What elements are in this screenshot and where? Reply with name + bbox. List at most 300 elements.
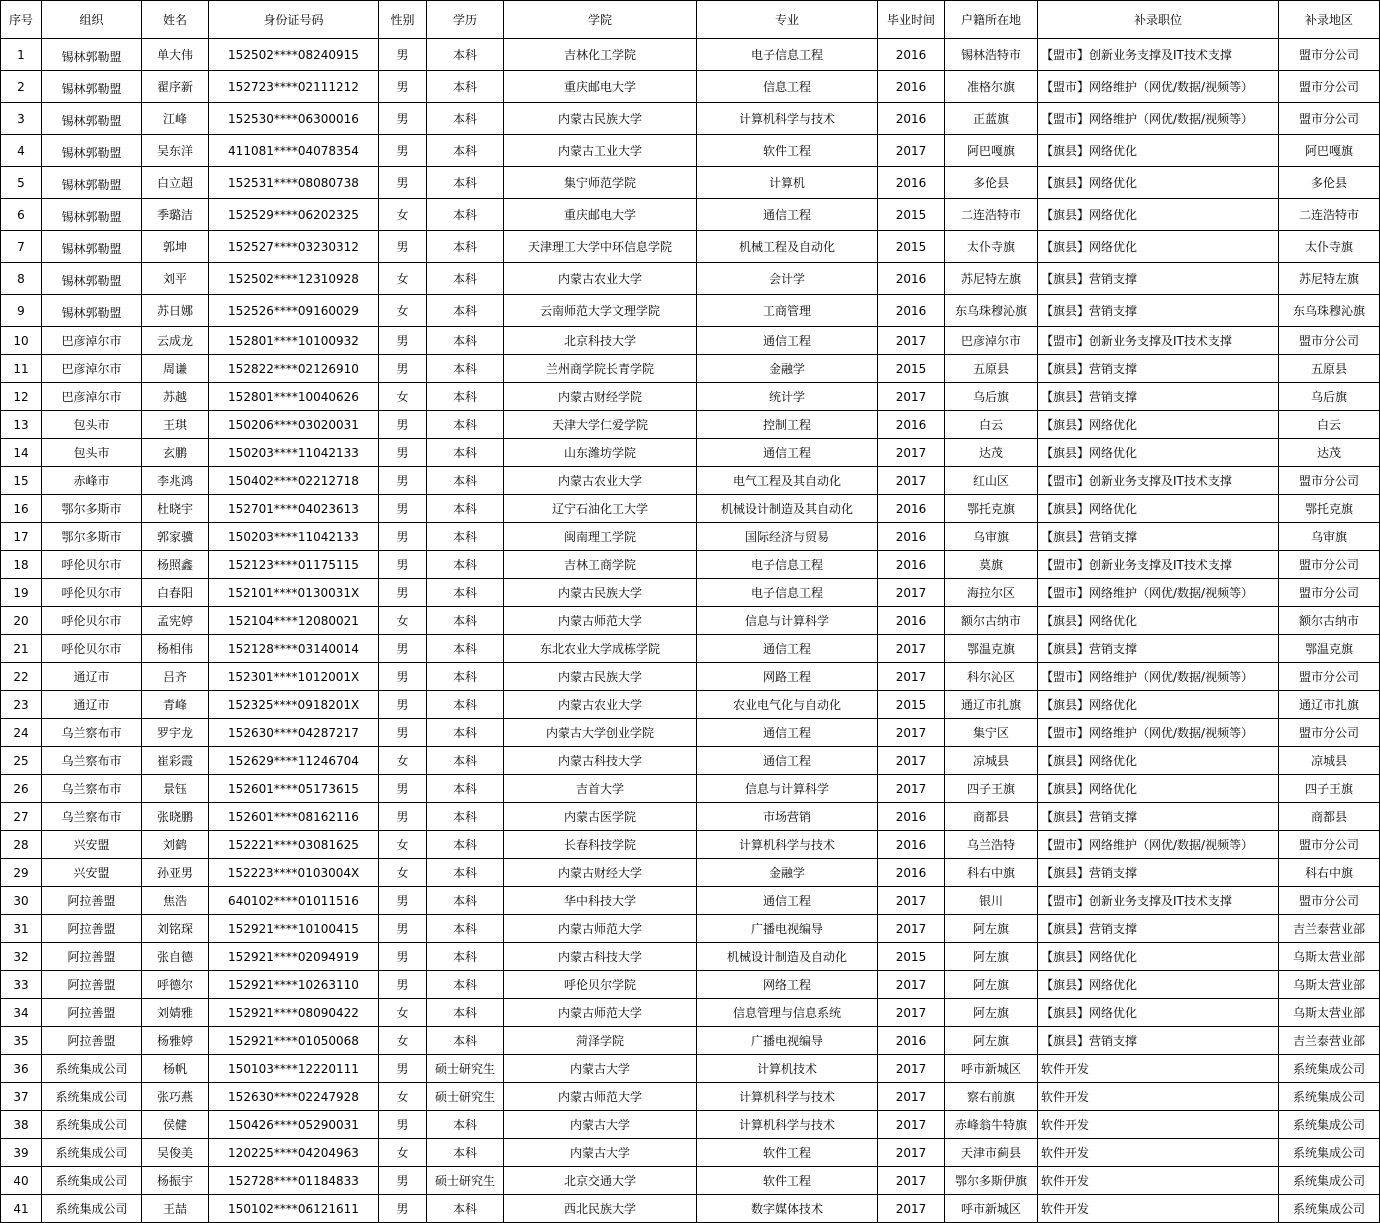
cell-gender: 男 <box>379 551 427 579</box>
cell-position: 【旗县】营销支撑 <box>1038 383 1279 411</box>
cell-org: 赤峰市 <box>42 467 142 495</box>
cell-id-number: 152502****08240915 <box>209 39 379 71</box>
cell-hometown: 红山区 <box>945 467 1038 495</box>
cell-name: 焦浩 <box>142 887 209 915</box>
table-row <box>1 971 1380 999</box>
cell-region: 盟市分公司 <box>1279 719 1380 747</box>
cell-education: 本科 <box>427 355 504 383</box>
cell-position: 【旗县】网络优化 <box>1038 167 1279 199</box>
cell-college: 北京交通大学 <box>504 1167 697 1195</box>
cell-graduation-year: 2017 <box>878 747 945 775</box>
cell-region: 系统集成公司 <box>1279 1083 1380 1111</box>
cell-hometown: 准格尔旗 <box>945 71 1038 103</box>
cell-hometown: 阿左旗 <box>945 943 1038 971</box>
cell-position: 【旗县】营销支撑 <box>1038 915 1279 943</box>
cell-hometown: 额尔古纳市 <box>945 607 1038 635</box>
cell-index: 38 <box>1 1111 42 1139</box>
cell-index: 6 <box>1 199 42 231</box>
cell-org: 阿拉善盟 <box>42 1027 142 1055</box>
cell-college: 西北民族大学 <box>504 1195 697 1223</box>
cell-id-number: 152601****05173615 <box>209 775 379 803</box>
cell-college: 长春科技学院 <box>504 831 697 859</box>
cell-index: 24 <box>1 719 42 747</box>
cell-position: 【盟市】网络维护（网优/数据/视频等） <box>1038 579 1279 607</box>
col-header-region: 补录地区 <box>1279 1 1380 39</box>
cell-name: 杨帆 <box>142 1055 209 1083</box>
cell-gender: 男 <box>379 635 427 663</box>
cell-id-number: 150206****03020031 <box>209 411 379 439</box>
cell-id-number: 152921****10100415 <box>209 915 379 943</box>
cell-region: 盟市分公司 <box>1279 39 1380 71</box>
cell-major: 通信工程 <box>697 747 878 775</box>
table-row <box>1 1111 1380 1139</box>
cell-hometown: 凉城县 <box>945 747 1038 775</box>
table-row <box>1 915 1380 943</box>
cell-id-number: 152502****12310928 <box>209 263 379 295</box>
cell-org: 锡林郭勒盟 <box>42 295 142 327</box>
cell-graduation-year: 2016 <box>878 295 945 327</box>
cell-major: 信息与计算科学 <box>697 607 878 635</box>
cell-id-number: 150103****12220111 <box>209 1055 379 1083</box>
cell-name: 翟序新 <box>142 71 209 103</box>
col-header-position: 补录职位 <box>1038 1 1279 39</box>
cell-position: 【盟市】网络维护（网优/数据/视频等） <box>1038 719 1279 747</box>
table-row <box>1 135 1380 167</box>
cell-education: 本科 <box>427 411 504 439</box>
cell-hometown: 莫旗 <box>945 551 1038 579</box>
cell-major: 电子信息工程 <box>697 551 878 579</box>
cell-region: 系统集成公司 <box>1279 1167 1380 1195</box>
cell-hometown: 阿左旗 <box>945 999 1038 1027</box>
cell-gender: 男 <box>379 495 427 523</box>
cell-position: 【旗县】网络优化 <box>1038 411 1279 439</box>
cell-index: 21 <box>1 635 42 663</box>
cell-college: 内蒙古民族大学 <box>504 579 697 607</box>
cell-graduation-year: 2017 <box>878 1139 945 1167</box>
cell-graduation-year: 2015 <box>878 199 945 231</box>
cell-graduation-year: 2017 <box>878 775 945 803</box>
cell-graduation-year: 2017 <box>878 719 945 747</box>
cell-college: 内蒙古师范大学 <box>504 915 697 943</box>
cell-major: 信息工程 <box>697 71 878 103</box>
cell-major: 网络工程 <box>697 971 878 999</box>
cell-index: 31 <box>1 915 42 943</box>
cell-region: 盟市分公司 <box>1279 663 1380 691</box>
cell-id-number: 150402****02212718 <box>209 467 379 495</box>
cell-hometown: 乌兰浩特 <box>945 831 1038 859</box>
cell-college: 东北农业大学成栋学院 <box>504 635 697 663</box>
cell-id-number: 640102****01011516 <box>209 887 379 915</box>
cell-graduation-year: 2017 <box>878 915 945 943</box>
cell-position: 【旗县】网络优化 <box>1038 999 1279 1027</box>
cell-hometown: 白云 <box>945 411 1038 439</box>
table-row <box>1 887 1380 915</box>
table-row <box>1 579 1380 607</box>
col-header-name: 姓名 <box>142 1 209 39</box>
cell-index: 7 <box>1 231 42 263</box>
cell-name: 郭家骥 <box>142 523 209 551</box>
cell-gender: 男 <box>379 775 427 803</box>
cell-index: 37 <box>1 1083 42 1111</box>
cell-org: 锡林郭勒盟 <box>42 39 142 71</box>
cell-org: 锡林郭勒盟 <box>42 199 142 231</box>
cell-position: 【旗县】营销支撑 <box>1038 295 1279 327</box>
cell-id-number: 152123****01175115 <box>209 551 379 579</box>
table-row <box>1 943 1380 971</box>
cell-graduation-year: 2017 <box>878 327 945 355</box>
cell-name: 郭坤 <box>142 231 209 263</box>
cell-graduation-year: 2017 <box>878 1055 945 1083</box>
cell-education: 本科 <box>427 327 504 355</box>
cell-index: 41 <box>1 1195 42 1223</box>
cell-college: 内蒙古医学院 <box>504 803 697 831</box>
cell-region: 太仆寺旗 <box>1279 231 1380 263</box>
cell-hometown: 正蓝旗 <box>945 103 1038 135</box>
cell-index: 32 <box>1 943 42 971</box>
cell-name: 刘平 <box>142 263 209 295</box>
cell-name: 侯健 <box>142 1111 209 1139</box>
cell-college: 内蒙古科技大学 <box>504 747 697 775</box>
cell-education: 本科 <box>427 607 504 635</box>
cell-org: 乌兰察布市 <box>42 719 142 747</box>
cell-gender: 男 <box>379 1167 427 1195</box>
cell-graduation-year: 2015 <box>878 943 945 971</box>
table-row <box>1 663 1380 691</box>
cell-gender: 男 <box>379 39 427 71</box>
table-row <box>1 523 1380 551</box>
cell-hometown: 阿左旗 <box>945 915 1038 943</box>
cell-position: 【旗县】营销支撑 <box>1038 1027 1279 1055</box>
header-row <box>1 1 1380 39</box>
cell-graduation-year: 2016 <box>878 859 945 887</box>
cell-region: 系统集成公司 <box>1279 1195 1380 1223</box>
cell-college: 呼伦贝尔学院 <box>504 971 697 999</box>
cell-graduation-year: 2016 <box>878 39 945 71</box>
table-row <box>1 167 1380 199</box>
cell-org: 乌兰察布市 <box>42 775 142 803</box>
table-row <box>1 327 1380 355</box>
table-row <box>1 495 1380 523</box>
cell-region: 五原县 <box>1279 355 1380 383</box>
cell-hometown: 阿左旗 <box>945 1027 1038 1055</box>
cell-major: 通信工程 <box>697 719 878 747</box>
cell-position: 【盟市】网络维护（网优/数据/视频等） <box>1038 831 1279 859</box>
cell-major: 市场营销 <box>697 803 878 831</box>
cell-region: 盟市分公司 <box>1279 467 1380 495</box>
cell-education: 本科 <box>427 635 504 663</box>
cell-major: 计算机科学与技术 <box>697 1083 878 1111</box>
cell-education: 本科 <box>427 1139 504 1167</box>
cell-region: 盟市分公司 <box>1279 887 1380 915</box>
col-header-org: 组织 <box>42 1 142 39</box>
table-row <box>1 859 1380 887</box>
cell-name: 王喆 <box>142 1195 209 1223</box>
cell-org: 鄂尔多斯市 <box>42 523 142 551</box>
table-row <box>1 295 1380 327</box>
cell-education: 本科 <box>427 1027 504 1055</box>
cell-id-number: 152921****10263110 <box>209 971 379 999</box>
cell-graduation-year: 2016 <box>878 607 945 635</box>
cell-index: 15 <box>1 467 42 495</box>
cell-education: 本科 <box>427 263 504 295</box>
cell-graduation-year: 2017 <box>878 999 945 1027</box>
cell-college: 集宁师范学院 <box>504 167 697 199</box>
cell-region: 吉兰泰营业部 <box>1279 915 1380 943</box>
cell-index: 40 <box>1 1167 42 1195</box>
cell-id-number: 152921****08090422 <box>209 999 379 1027</box>
cell-education: 本科 <box>427 135 504 167</box>
cell-graduation-year: 2016 <box>878 1027 945 1055</box>
cell-id-number: 152527****03230312 <box>209 231 379 263</box>
cell-index: 3 <box>1 103 42 135</box>
cell-org: 兴安盟 <box>42 831 142 859</box>
cell-graduation-year: 2016 <box>878 167 945 199</box>
cell-region: 盟市分公司 <box>1279 327 1380 355</box>
cell-id-number: 152630****04287217 <box>209 719 379 747</box>
cell-id-number: 152723****02111212 <box>209 71 379 103</box>
cell-org: 包头市 <box>42 411 142 439</box>
cell-hometown: 阿左旗 <box>945 971 1038 999</box>
cell-gender: 男 <box>379 1111 427 1139</box>
cell-region: 乌斯太营业部 <box>1279 971 1380 999</box>
cell-graduation-year: 2016 <box>878 523 945 551</box>
cell-name: 杨雅婷 <box>142 1027 209 1055</box>
cell-graduation-year: 2016 <box>878 803 945 831</box>
cell-name: 张晓鹏 <box>142 803 209 831</box>
table-row <box>1 1139 1380 1167</box>
cell-hometown: 五原县 <box>945 355 1038 383</box>
cell-position: 【盟市】网络维护（网优/数据/视频等） <box>1038 103 1279 135</box>
cell-college: 内蒙古财经大学 <box>504 859 697 887</box>
cell-region: 东乌珠穆沁旗 <box>1279 295 1380 327</box>
cell-education: 本科 <box>427 691 504 719</box>
cell-region: 盟市分公司 <box>1279 551 1380 579</box>
cell-position: 软件开发 <box>1038 1195 1279 1223</box>
cell-name: 刘鹤 <box>142 831 209 859</box>
cell-index: 39 <box>1 1139 42 1167</box>
cell-major: 控制工程 <box>697 411 878 439</box>
cell-hometown: 商都县 <box>945 803 1038 831</box>
cell-college: 内蒙古民族大学 <box>504 663 697 691</box>
cell-education: 本科 <box>427 971 504 999</box>
cell-id-number: 152325****0918201X <box>209 691 379 719</box>
cell-gender: 女 <box>379 999 427 1027</box>
table-row <box>1 551 1380 579</box>
cell-id-number: 150203****11042133 <box>209 439 379 467</box>
cell-college: 内蒙古大学 <box>504 1111 697 1139</box>
cell-org: 阿拉善盟 <box>42 943 142 971</box>
cell-education: 本科 <box>427 199 504 231</box>
cell-major: 电子信息工程 <box>697 579 878 607</box>
cell-major: 通信工程 <box>697 887 878 915</box>
cell-index: 26 <box>1 775 42 803</box>
cell-index: 34 <box>1 999 42 1027</box>
cell-gender: 男 <box>379 1055 427 1083</box>
cell-id-number: 152530****06300016 <box>209 103 379 135</box>
cell-id-number: 152921****02094919 <box>209 943 379 971</box>
cell-id-number: 152104****12080021 <box>209 607 379 635</box>
cell-major: 数字媒体技术 <box>697 1195 878 1223</box>
table-row <box>1 231 1380 263</box>
cell-region: 阿巴嘎旗 <box>1279 135 1380 167</box>
cell-position: 【旗县】网络优化 <box>1038 231 1279 263</box>
cell-index: 19 <box>1 579 42 607</box>
table-row <box>1 747 1380 775</box>
cell-region: 盟市分公司 <box>1279 103 1380 135</box>
cell-graduation-year: 2017 <box>878 1111 945 1139</box>
cell-major: 通信工程 <box>697 199 878 231</box>
cell-org: 锡林郭勒盟 <box>42 135 142 167</box>
cell-org: 呼伦贝尔市 <box>42 579 142 607</box>
cell-region: 鄂温克旗 <box>1279 635 1380 663</box>
cell-college: 辽宁石油化工大学 <box>504 495 697 523</box>
cell-hometown: 赤峰翁牛特旗 <box>945 1111 1038 1139</box>
cell-org: 呼伦贝尔市 <box>42 635 142 663</box>
cell-hometown: 乌审旗 <box>945 523 1038 551</box>
table-row <box>1 831 1380 859</box>
cell-hometown: 呼市新城区 <box>945 1195 1038 1223</box>
cell-hometown: 察右前旗 <box>945 1083 1038 1111</box>
cell-position: 【盟市】创新业务支撑及IT技术支撑 <box>1038 39 1279 71</box>
cell-education: 本科 <box>427 859 504 887</box>
cell-region: 盟市分公司 <box>1279 579 1380 607</box>
cell-name: 季璐洁 <box>142 199 209 231</box>
cell-region: 通辽市扎旗 <box>1279 691 1380 719</box>
cell-name: 张自德 <box>142 943 209 971</box>
cell-id-number: 120225****04204963 <box>209 1139 379 1167</box>
cell-education: 本科 <box>427 943 504 971</box>
cell-position: 【旗县】营销支撑 <box>1038 803 1279 831</box>
cell-college: 内蒙古科技大学 <box>504 943 697 971</box>
cell-index: 12 <box>1 383 42 411</box>
cell-gender: 男 <box>379 971 427 999</box>
cell-education: 本科 <box>427 551 504 579</box>
col-header-major: 专业 <box>697 1 878 39</box>
cell-position: 软件开发 <box>1038 1111 1279 1139</box>
cell-graduation-year: 2017 <box>878 135 945 167</box>
cell-region: 乌斯太营业部 <box>1279 943 1380 971</box>
cell-major: 计算机科学与技术 <box>697 1111 878 1139</box>
cell-gender: 女 <box>379 831 427 859</box>
cell-graduation-year: 2016 <box>878 103 945 135</box>
cell-major: 工商管理 <box>697 295 878 327</box>
table-row <box>1 1167 1380 1195</box>
cell-gender: 男 <box>379 803 427 831</box>
cell-college: 内蒙古工业大学 <box>504 135 697 167</box>
cell-region: 系统集成公司 <box>1279 1111 1380 1139</box>
cell-major: 电气工程及其自动化 <box>697 467 878 495</box>
cell-id-number: 152801****10100932 <box>209 327 379 355</box>
cell-org: 锡林郭勒盟 <box>42 71 142 103</box>
cell-org: 系统集成公司 <box>42 1167 142 1195</box>
cell-name: 吴俊美 <box>142 1139 209 1167</box>
cell-college: 吉首大学 <box>504 775 697 803</box>
cell-name: 王琪 <box>142 411 209 439</box>
col-header-graduation-year: 毕业时间 <box>878 1 945 39</box>
cell-graduation-year: 2017 <box>878 467 945 495</box>
cell-org: 系统集成公司 <box>42 1195 142 1223</box>
cell-name: 吴东洋 <box>142 135 209 167</box>
cell-college: 北京科技大学 <box>504 327 697 355</box>
cell-region: 科右中旗 <box>1279 859 1380 887</box>
cell-college: 内蒙古农业大学 <box>504 467 697 495</box>
cell-graduation-year: 2017 <box>878 635 945 663</box>
cell-gender: 男 <box>379 579 427 607</box>
cell-org: 巴彦淖尔市 <box>42 355 142 383</box>
cell-college: 内蒙古大学创业学院 <box>504 719 697 747</box>
cell-name: 孙亚男 <box>142 859 209 887</box>
cell-index: 28 <box>1 831 42 859</box>
table-row <box>1 999 1380 1027</box>
cell-college: 内蒙古农业大学 <box>504 263 697 295</box>
table-row <box>1 355 1380 383</box>
cell-hometown: 通辽市扎旗 <box>945 691 1038 719</box>
cell-major: 会计学 <box>697 263 878 295</box>
cell-college: 重庆邮电大学 <box>504 199 697 231</box>
cell-index: 22 <box>1 663 42 691</box>
cell-major: 机械设计制造及自动化 <box>697 943 878 971</box>
cell-gender: 男 <box>379 719 427 747</box>
cell-graduation-year: 2017 <box>878 1167 945 1195</box>
cell-region: 二连浩特市 <box>1279 199 1380 231</box>
cell-position: 【盟市】创新业务支撑及IT技术支撑 <box>1038 551 1279 579</box>
cell-graduation-year: 2016 <box>878 263 945 295</box>
cell-college: 内蒙古农业大学 <box>504 691 697 719</box>
cell-name: 张巧燕 <box>142 1083 209 1111</box>
cell-major: 广播电视编导 <box>697 1027 878 1055</box>
cell-id-number: 150102****06121611 <box>209 1195 379 1223</box>
cell-hometown: 阿巴嘎旗 <box>945 135 1038 167</box>
cell-id-number: 152221****03081625 <box>209 831 379 859</box>
cell-region: 盟市分公司 <box>1279 71 1380 103</box>
cell-region: 额尔古纳市 <box>1279 607 1380 635</box>
cell-gender: 男 <box>379 943 427 971</box>
cell-graduation-year: 2016 <box>878 831 945 859</box>
cell-region: 达茂 <box>1279 439 1380 467</box>
cell-position: 软件开发 <box>1038 1139 1279 1167</box>
cell-gender: 女 <box>379 383 427 411</box>
cell-region: 系统集成公司 <box>1279 1139 1380 1167</box>
cell-graduation-year: 2015 <box>878 691 945 719</box>
cell-id-number: 152701****04023613 <box>209 495 379 523</box>
cell-graduation-year: 2017 <box>878 663 945 691</box>
cell-org: 系统集成公司 <box>42 1139 142 1167</box>
cell-position: 【旗县】网络优化 <box>1038 775 1279 803</box>
cell-gender: 男 <box>379 103 427 135</box>
cell-index: 11 <box>1 355 42 383</box>
cell-college: 天津大学仁爱学院 <box>504 411 697 439</box>
cell-org: 阿拉善盟 <box>42 999 142 1027</box>
cell-major: 机械工程及自动化 <box>697 231 878 263</box>
cell-name: 玄鹏 <box>142 439 209 467</box>
cell-index: 25 <box>1 747 42 775</box>
cell-major: 广播电视编导 <box>697 915 878 943</box>
cell-education: 本科 <box>427 747 504 775</box>
cell-name: 吕齐 <box>142 663 209 691</box>
cell-gender: 男 <box>379 411 427 439</box>
cell-graduation-year: 2015 <box>878 231 945 263</box>
table-row <box>1 467 1380 495</box>
cell-position: 【旗县】网络优化 <box>1038 971 1279 999</box>
cell-position: 【旗县】网络优化 <box>1038 439 1279 467</box>
cell-region: 乌审旗 <box>1279 523 1380 551</box>
col-header-college: 学院 <box>504 1 697 39</box>
cell-hometown: 苏尼特左旗 <box>945 263 1038 295</box>
cell-org: 兴安盟 <box>42 859 142 887</box>
cell-education: 本科 <box>427 231 504 263</box>
cell-major: 信息管理与信息系统 <box>697 999 878 1027</box>
cell-index: 4 <box>1 135 42 167</box>
